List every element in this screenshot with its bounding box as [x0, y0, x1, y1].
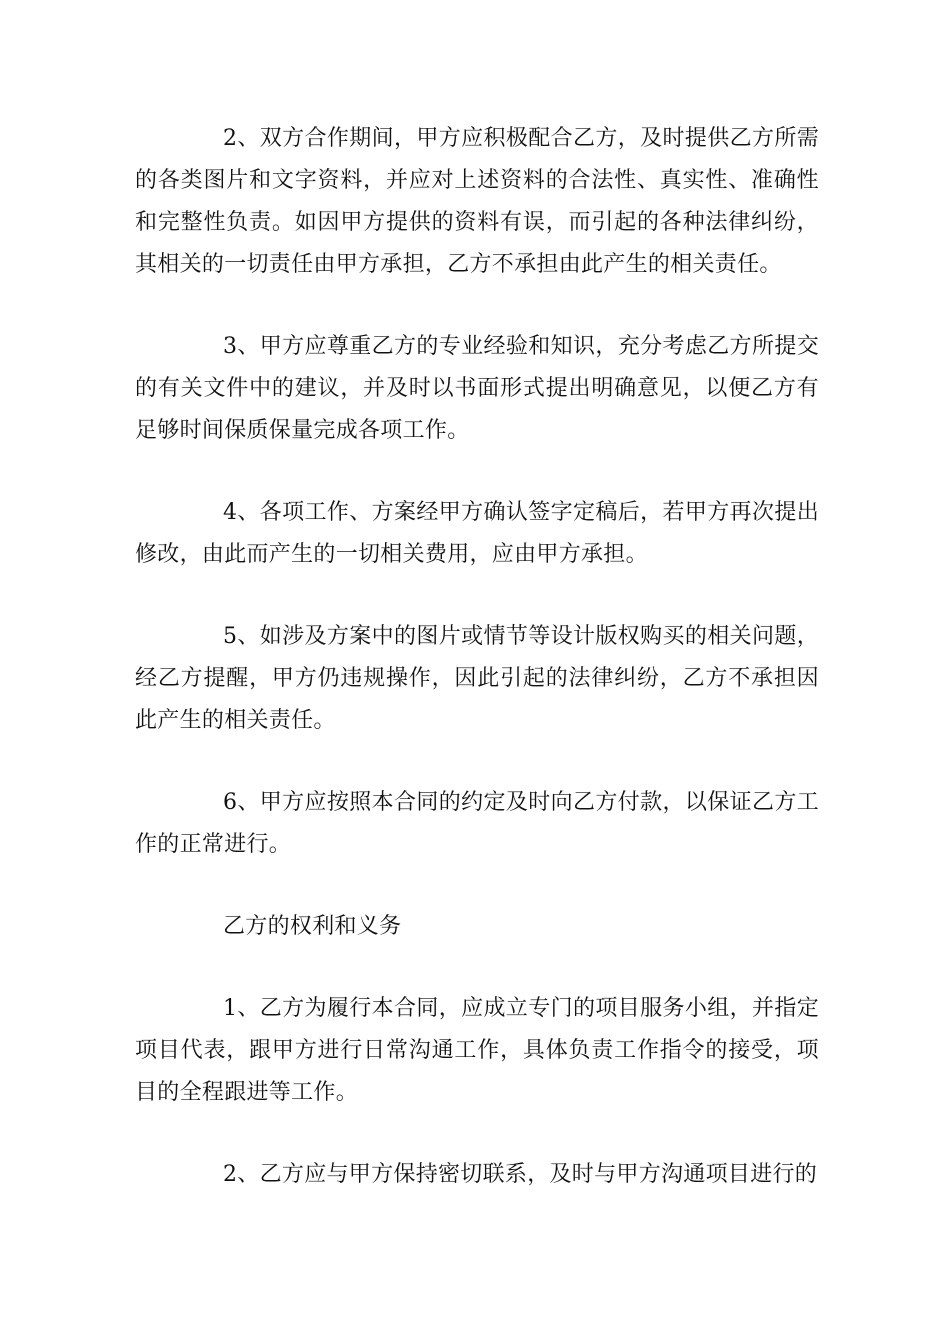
section-heading-party-b-rights: 乙方的权利和义务	[223, 914, 402, 939]
paragraph-party-a-duty-5: 5、如涉及方案中的图片或情节等设计版权购买的相关问题，经乙方提醒，甲方仍违规操作，因此引起的法律纠纷，乙方不承担因此产生的相关责任。	[135, 624, 819, 733]
paragraph-party-a-duty-4: 4、各项工作、方案经甲方确认签字定稿后，若甲方再次提出修改，由此而产生的一切相关费用，应由甲方承担。	[135, 500, 819, 567]
paragraph-party-a-duty-6: 6、甲方应按照本合同的约定及时向乙方付款，以保证乙方工作的正常进行。	[135, 790, 819, 857]
paragraph-party-a-duty-2: 2、双方合作期间，甲方应积极配合乙方，及时提供乙方所需的各类图片和文字资料，并应对上述资料的合法性、真实性、准确性和完整性负责。如因甲方提供的资料有误，而引起的各种法律纠纷，其相关的一切责任由甲方承担，乙方不承担由此产生的相关责任。	[135, 126, 819, 277]
paragraph-party-b-duty-2: 2、乙方应与甲方保持密切联系，及时与甲方沟通项目进行的	[223, 1162, 818, 1187]
document-body	[135, 118, 819, 1236]
paragraph-party-a-duty-3: 3、甲方应尊重乙方的专业经验和知识，充分考虑乙方所提交的有关文件中的建议，并及时以书面形式提出明确意见，以便乙方有足够时间保质保量完成各项工作。	[135, 334, 819, 443]
paragraph-party-b-duty-1: 1、乙方为履行本合同，应成立专门的项目服务小组，并指定项目代表，跟甲方进行日常沟通工作，具体负责工作指令的接受，项目的全程跟进等工作。	[135, 996, 819, 1105]
